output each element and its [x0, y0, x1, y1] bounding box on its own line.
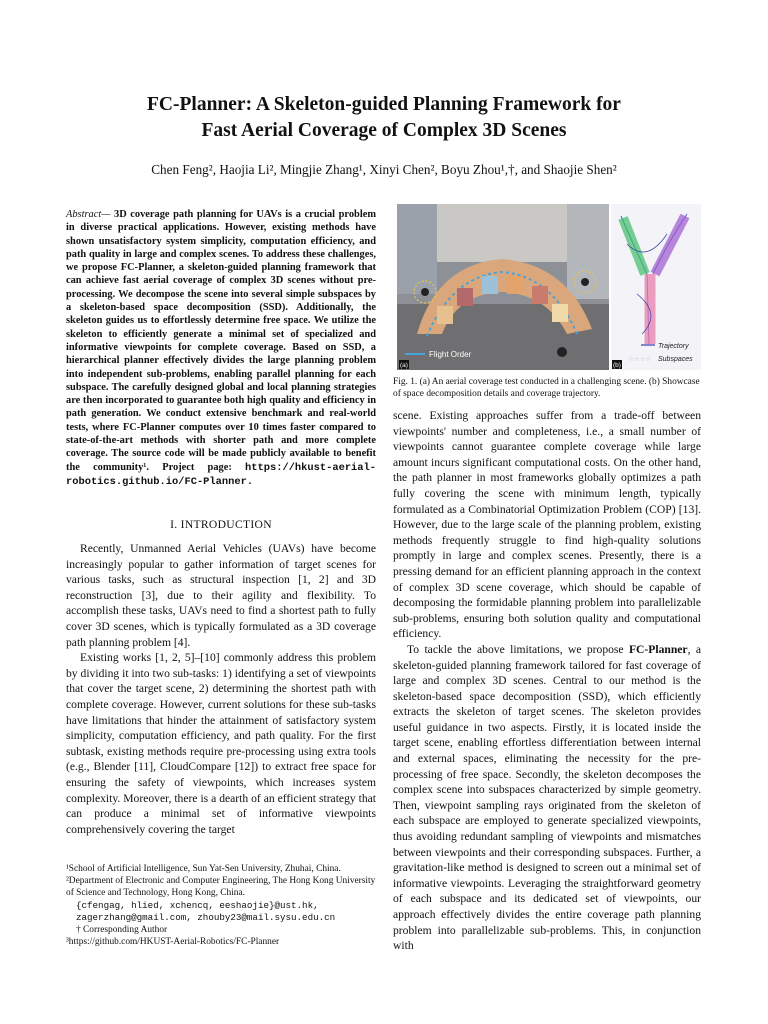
legend-subspaces: Subspaces: [658, 356, 693, 363]
project-url[interactable]: https://hkust-aerial-robotics.github.io/FC-Planner.: [66, 461, 376, 488]
legend-stars-icon: ☆☆☆☆: [628, 356, 652, 363]
footnote-3: ³https://github.com/HKUST-Aerial-Robotics/FC-Planner: [66, 937, 280, 948]
right-paragraph-2: [393, 642, 701, 954]
footnote-corresponding: † Corresponding Author: [76, 925, 168, 936]
abstract-label: Abstract—: [66, 209, 111, 220]
figure-1: [397, 204, 701, 370]
title-line-2: Fast Aerial Coverage of Complex 3D Scenes: [201, 120, 567, 141]
title-line-1: FC-Planner: A Skeleton-guided Planning Framework for: [147, 94, 621, 115]
figure-caption: Fig. 1. (a) An aerial coverage test conducted in a challenging scene. (b) Showcase of space decomposition details and coverage trajectory.: [393, 377, 700, 399]
intro-paragraph-1: Recently, Unmanned Aerial Vehicles (UAVs) have become increasingly popular to gather information of target scenes for various tasks, such as structural inspection [1, 2] and 3D reconstruction [3], due to their agility and flexibility. To accomplish these tasks, UAVs need to find a shortest path to fully cover 3D scenes, which is typically formulated as a 3D coverage path planning problem [4].: [66, 542, 376, 649]
right-column-text: [393, 408, 701, 954]
footnote-1: ¹School of Artificial Intelligence, Sun Yat-Sen University, Zhuhai, China.: [66, 864, 341, 874]
paper-title: [0, 92, 768, 144]
figure-panel-b: [611, 204, 701, 370]
legend-trajectory: Trajectory: [658, 343, 689, 350]
figure-panel-a: [397, 204, 609, 370]
right-paragraph-1: scene. Existing approaches suffer from a trade-off between viewpoints' number and completeness, i.e., a small number of viewpoints cannot guarantee complete coverage while large amount incurs significant computational costs. On the other hand, the path planner in most frameworks globally optimizes a path fully covering the scene with minimum length, typically formulated as a Combinatorial Optimization Problem (COP) [13]. However, due to the large scale of the planning problem, existing methods frequently struggle to find high-quality solutions promptly in large and complex scenes. Presently, there is a pressing demand for an efficient planning approach in the context of complex 3D scene coverage, which should be capable of decomposing the formidable planning problem into parallelizable sub-problems, ensuring both solution quality and computational efficiency.: [393, 409, 701, 641]
right-p2-lead: To tackle the above limitations, we propose: [407, 642, 629, 656]
abstract: [66, 208, 376, 489]
flight-order-label: Flight Order: [429, 350, 472, 359]
panel-b-label: (b): [613, 362, 621, 369]
footnote-emails-2: zagerzhang@gmail.com, zhouby23@mail.sysu.edu.cn: [76, 911, 336, 923]
right-p2-rest: , a skeleton-guided planning framework tailored for fast coverage of large and complex 3D scenes. Central to our method is the skeleton-based space decomposition (SSD), which efficiently extracts the skeleton of target scenes. The skeleton provides useful guidance in two aspects. Firstly, it is located inside the target scene, enabling effortless differentiation between internal and external spaces, eliminating the necessity for the pre-processing of free space. Secondly, the skeleton decomposes the complex scene into subspaces characterized by simple geometry. Then, viewpoint sampling rays originated from the skeleton of each subspace are employed to generate specialized viewpoints, thus avoiding redundant sampling of viewpoints and mismatches between viewpoints and their corresponding subspaces. Further, a gravitation-like method is designed to screen out a minimal set of informative viewpoints. Leveraging the straightforward geometry of each subspace and its dedicated set of viewpoints, our approach effectively divides the entire coverage path planning problem into parallelizable sub-problems. This, in conjunction with: [393, 642, 701, 953]
footnote-2: ²Department of Electronic and Computer Engineering, The Hong Kong University of Science and Technology, Hong Kong, China.: [66, 876, 376, 899]
intro-paragraph-2: Existing works [1, 2, 5]–[10] commonly address this problem by dividing it into two sub-tasks: 1) identifying a set of viewpoints that cover the target scene, 2) determining the shortest path with complete coverage. However, current solutions for these sub-tasks have limitations that hinder the attainment of satisfactory system simplicity, computation efficiency, and path quality. For the first subtask, existing methods require pre-processing using extra tools (e.g., Blender [11], CloudCompare [12]) to extract free space for ensuring the safety of viewpoints, which increases system complexity. Moreover, there is a dearth of an efficient strategy that can produce a minimal set of informative viewpoints comprehensively covering the target: [66, 651, 376, 836]
panel-a-label: (a): [400, 362, 408, 369]
introduction-text: [66, 541, 376, 837]
section-heading: I. INTRODUCTION: [170, 518, 272, 531]
right-p2-bold: FC-Planner: [628, 642, 688, 656]
footnotes: [66, 863, 376, 948]
author-list: Chen Feng², Haojia Li², Mingjie Zhang¹, Xinyi Chen², Boyu Zhou¹,†, and Shaojie Shen²: [151, 162, 617, 177]
abstract-body: 3D coverage path planning for UAVs is a crucial problem in diverse practical applications. However, existing methods have shown unsatisfactory system simplicity, computation efficiency, and path quality in large and complex scenes. To address these challenges, we propose FC-Planner, a skeleton-guided planning framework that can achieve fast aerial coverage of complex 3D scenes without pre-processing. We decompose the scene into several simple subspaces by a skeleton-based space decomposition (SSD). Additionally, the skeleton guides us to effortlessly determine free space. We utilize the skeleton to efficiently generate a minimal set of specialized and informative viewpoints for complete coverage. Based on SSD, a hierarchical planner effectively divides the large planning problem into independent sub-problems, enabling parallel planning for each subspace. The carefully designed global and local planning strategies are then incorporated to guarantee both high quality and efficiency in path generation. We conduct extensive benchmark and real-world tests, where FC-Planner computes over 10 times faster compared to state-of-the-art methods with shorter path and more complete coverage. The source code will be made publicly available to benefit the community¹. Project page:: [66, 209, 376, 473]
footnote-emails-1: {cfengag, hlied, xchencq, eeshaojie}@ust.hk,: [76, 899, 319, 911]
